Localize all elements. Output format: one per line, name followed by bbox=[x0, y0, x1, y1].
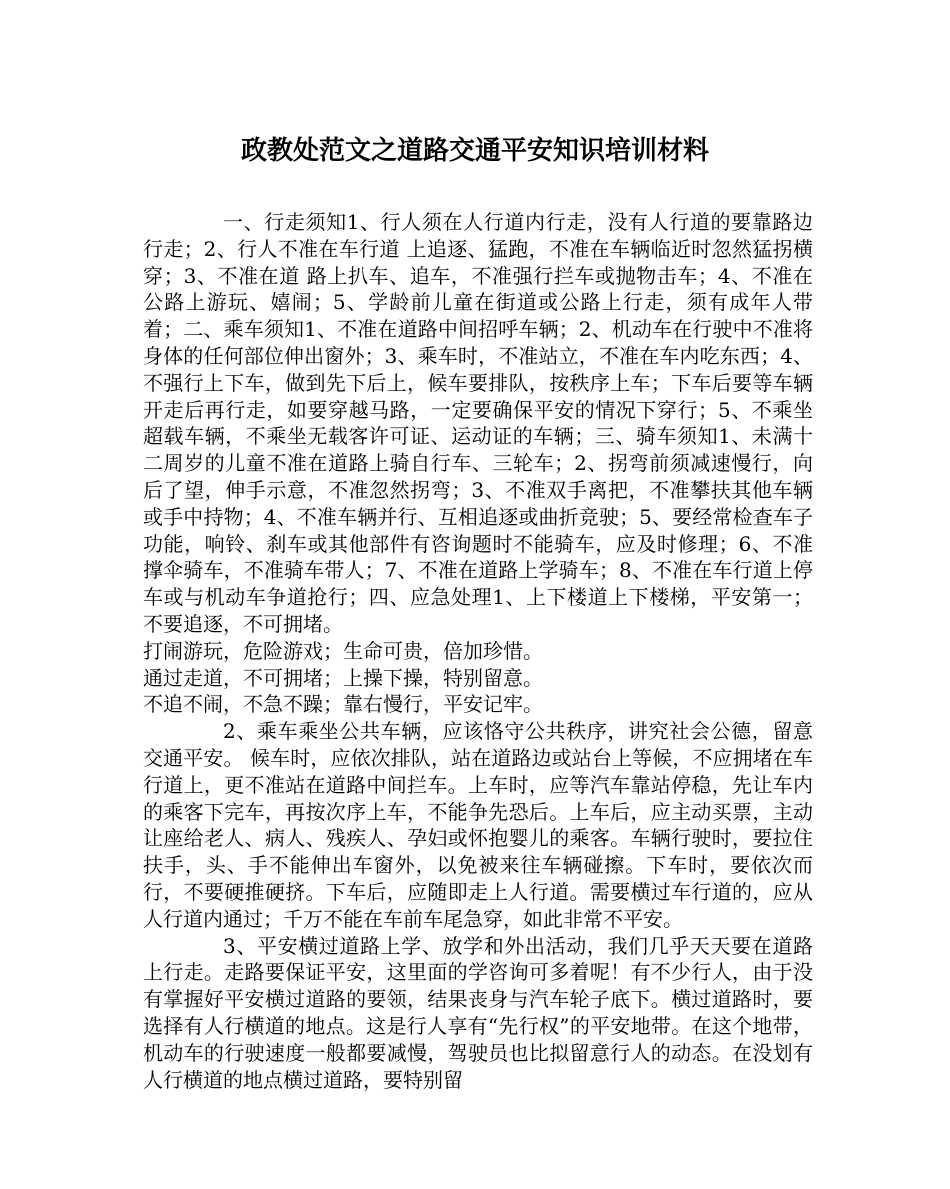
paragraph-public-transport: 2、乘车乘坐公共车辆，应该恪守公共秩序，讲究社会公德，留意交通平安。 候车时，应依次排队，站在道路边或站台上等候，不应拥堵在车行道上，更不准站在道路中间拦车。上车时，应等汽车靠站停稳，先让车内的乘客下完车，再按次序上车，不能争先恐后。上车后，应主动买票，主动让座给老人、病人、残疾人、孕妇或怀抱婴儿的乘客。车辆行驶时，要拉住扶手，头、手不能伸出车窗外，以免被来往车辆碰擦。下车时，要依次而行，不要硬推硬挤。下车后，应随即走上人行道。需要横过车行道的，应从人行道内通过；千万不能在车前车尾急穿，如此非常不平安。 bbox=[143, 719, 813, 931]
document-body bbox=[143, 209, 813, 1093]
document-title: 政教处范文之道路交通平安知识培训材料 bbox=[240, 136, 709, 166]
verse-line: 不追不闹，不急不躁；靠右慢行，平安记牢。 bbox=[143, 692, 543, 717]
verse-line: 打闹游玩，危险游戏；生命可贵，倍加珍惜。 bbox=[143, 638, 543, 663]
paragraph-crossing-road: 3、平安横过道路上学、放学和外出活动，我们几乎天天要在道路上行走。走路要保证平安，这里面的学咨询可多着呢！有不少行人，由于没有掌握好平安横过道路的要领，结果丧身与汽车轮子底下。横过道路时，要选择有人行横道的地点。这是行人享有“先行权”的平安地带。在这个地带，机动车的行驶速度一般都要减慢，驾驶员也比拟留意行人的动态。在没划有人行横道的地点横过道路，要特别留 bbox=[143, 933, 813, 1092]
paragraph-safety-rules: 一、行走须知1、行人须在人行道内行走，没有人行道的要靠路边行走；2、行人不准在车行道 上追逐、猛跑，不准在车辆临近时忽然猛拐横穿；3、不准在道 路上扒车、追车，不准强行拦车或抛物击车；4、不准在公路上游玩、嬉闹；5、学龄前儿童在街道或公路上行走，须有成年人带着；二、乘车须知1、不准在道路中间招呼车辆；2、机动车在行驶中不准将身体的任何部位伸出窗外；3、乘车时，不准站立，不准在车内吃东西；4、不强行上下车，做到先下后上，候车要排队，按秩序上车；下车后要等车辆开走后再行走，如要穿越马路，一定要确保平安的情况下穿行；5、不乘坐超载车辆，不乘坐无载客许可证、运动证的车辆；三、骑车须知1、未满十二周岁的儿童不准在道路上骑自行车、三轮车；2、拐弯前须减速慢行，向后了望，伸手示意，不准忽然拐弯；3、不准双手离把，不准攀扶其他车辆或手中持物；4、不准车辆并行、互相追逐或曲折竞驶；5、要经常检查车子功能，响铃、刹车或其他部件有咨询题时不能骑车，应及时修理；6、不准撑伞骑车，不准骑车带人；7、不准在道路上学骑车；8、不准在车行道上停车或与机动车争道抢行；四、应急处理1、上下楼道上下楼梯，平安第一；不要追逐，不可拥堵。 bbox=[143, 210, 813, 636]
verse-line: 通过走道，不可拥堵；上操下操，特别留意。 bbox=[143, 665, 543, 690]
